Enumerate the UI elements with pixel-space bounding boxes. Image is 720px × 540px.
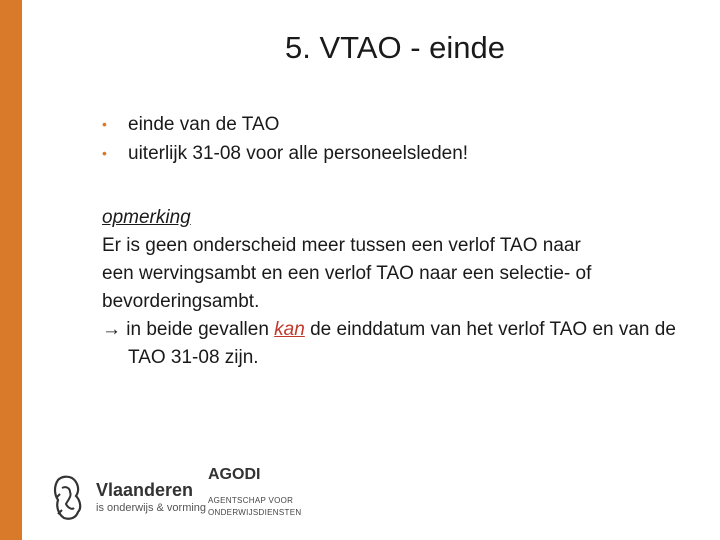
- brand-name: Vlaanderen: [96, 480, 194, 500]
- bullet-list: [102, 110, 468, 168]
- brand-subtitle: is onderwijs & vorming: [96, 502, 207, 514]
- bullet-dot-icon: •: [102, 145, 107, 161]
- flemish-lion-icon: [50, 474, 86, 522]
- remark-line: bevorderingsambt.: [102, 291, 260, 312]
- remark-block: [102, 204, 692, 372]
- footer-logos: [50, 466, 310, 526]
- remark-line: Er is geen onderscheid meer tussen een verlof TAO naar: [102, 235, 581, 256]
- remark-arrow-text: → in beide gevallen: [102, 319, 275, 340]
- bullet-text: einde van de TAO: [128, 114, 280, 135]
- remark-after-text: de einddatum van het verlof TAO en van de TAO 31-08 zijn.: [128, 319, 676, 368]
- remark-conclusion: [102, 316, 692, 372]
- agency-subtitle: AGENTSCHAP VOOR: [208, 496, 294, 505]
- bullet-text: uiterlijk 31-08 voor alle personeelsleden!: [128, 143, 469, 164]
- slide-title: 5. VTAO - einde: [285, 30, 505, 65]
- bullet-dot-icon: •: [102, 116, 107, 132]
- agency-subtitle: ONDERWIJSDIENSTEN: [208, 508, 302, 517]
- list-item: [102, 139, 468, 168]
- list-item: [102, 110, 468, 139]
- remark-emphasis: kan: [274, 319, 305, 340]
- agency-name: AGODI: [208, 466, 261, 483]
- remark-line: een wervingsambt en een verlof TAO naar een selectie- of: [102, 263, 592, 284]
- remark-heading: opmerking: [102, 207, 191, 228]
- accent-bar: [0, 0, 22, 540]
